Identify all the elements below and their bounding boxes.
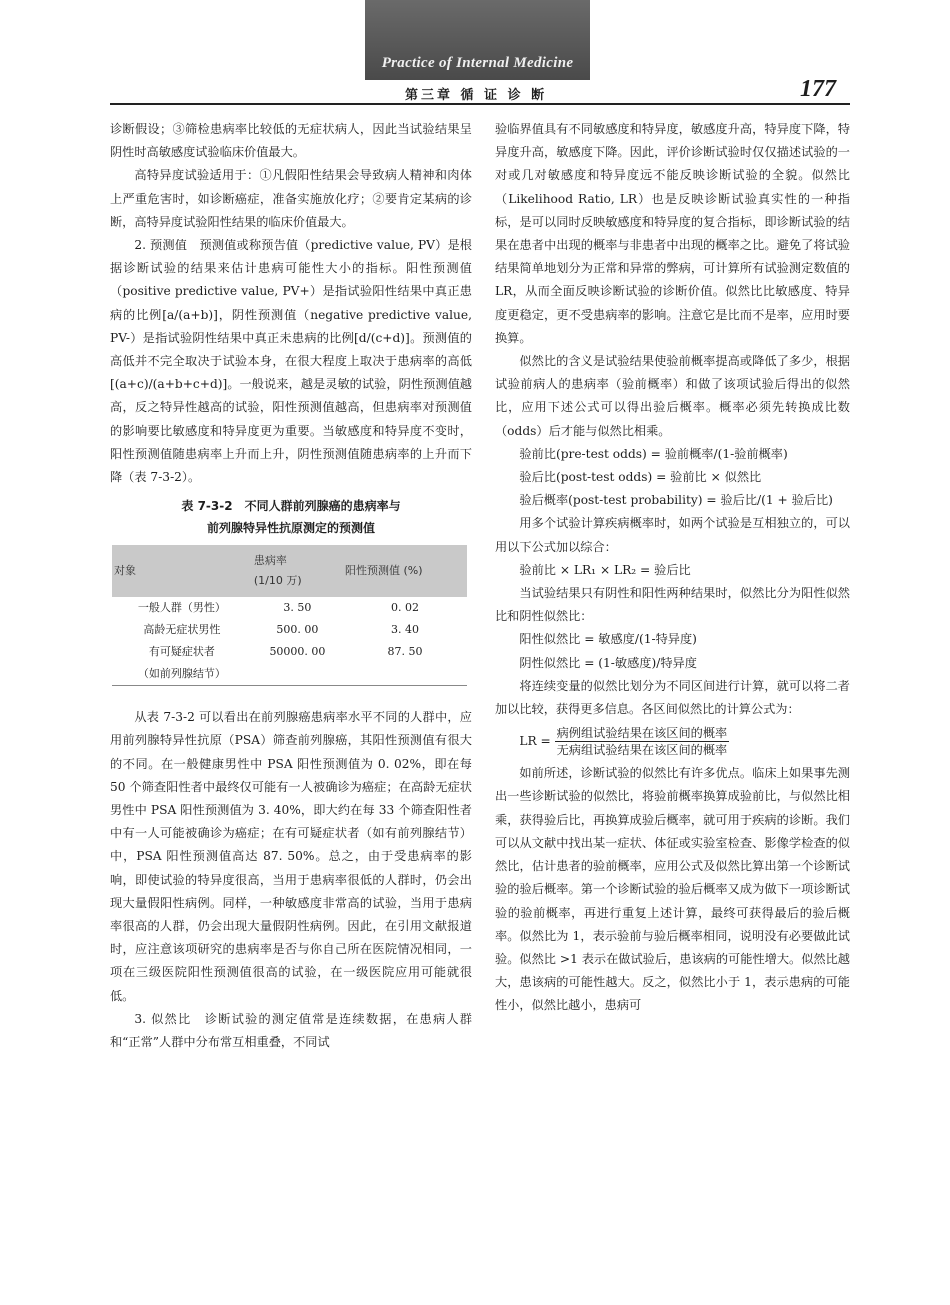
table-cell xyxy=(252,663,343,686)
table-row xyxy=(112,663,467,686)
table-caption-line: 表 7-3-2 不同人群前列腺癌的患病率与 xyxy=(181,499,401,514)
table-row xyxy=(112,597,467,619)
paragraph: 验临界值具有不同敏感度和特异度，敏感度升高，特异度下降，特异度升高，敏感度下降。因此，评价诊断试验时仅仅描述试验的一对或几对敏感度和特异度远不能反映诊断试验的全貌。似然比（Likelihood Ratio, LR）也是反映诊断试验真实性的一种指标，是可以同时反映敏感度和特异度的复合指标，即诊断试验的结果在患者中出现的概率与非患者中出现的概率之比。避免了将试验结果简单地划分为正常和异常的弊病，可计算所有试验测定数值的 LR，从而全面反映诊断试验的诊断价值。似然比比敏感度、特异度更稳定，更不受患病率的影响。注意它是比而不是率，应用时要换算。 xyxy=(495,122,850,345)
left-column xyxy=(110,118,472,1054)
chapter-title: 第三章 循 证 诊 断 xyxy=(405,88,548,103)
paragraph: 似然比的含义是试验结果使验前概率提高或降低了多少，根据试验前病人的患病率（验前概率）和做了该项试验后得出的似然比，应用下述公式可以得出验后概率。概率必须先转换成比数（odds）后才能与似然比相乘。 xyxy=(495,354,850,438)
page-number: 177 xyxy=(800,76,836,102)
formula-line: 阴性似然比 = (1-敏感度)/特异度 xyxy=(519,655,697,670)
paragraph: 如前所述，诊断试验的似然比有许多优点。临床上如果事先测出一些诊断试验的似然比，将验前概率换算成验前比，与似然比相乘，获得验后比，再换算成验后概率，就可用于疾病的诊断。我们可以从文献中找出某一症状、体征或实验室检查、影像学检查的似然比，估计患者的验前概率，应用公式及似然比算出第一个诊断试验的验后概率。第一个诊断试验的验后概率又成为做下一项诊断试验的验前概率，再进行重复上述计算，最终可获得最后的验后概率。似然比为 1，表示验前与验后概率相同，说明没有必要做此试验。似然比 >1 表示在做试验后，患该病的可能性增大。似然比越大，患该病的可能性越大。反之，似然比小于 1，表示患病的可能性小，似然比越小，患病可 xyxy=(495,766,850,1013)
table-row xyxy=(112,641,467,663)
table-cell: 500. 00 xyxy=(276,623,319,637)
lr-formula xyxy=(495,725,850,758)
paragraph: 当试验结果只有阴性和阳性两种结果时，似然比分为阳性似然比和阴性似然比： xyxy=(495,586,850,624)
header-rule xyxy=(110,103,850,105)
lr-numerator: 病例组试验结果在该区间的概率 xyxy=(556,726,728,741)
formula-line: 验后概率(post-test probability) = 验后比/(1 + 验后比) xyxy=(519,493,833,508)
table-cell: 0. 02 xyxy=(391,601,419,615)
paragraph: 2. 预测值 预测值或称预告值（predictive value, PV）是根据诊断试验的结果来估计患病可能性大小的指标。阳性预测值（positive predictive value, PV+）是指试验阳性结果中真正患病的比例[a/(a+b)]，阴性预测值（negative predictive value, PV-）是指试验阴性结果中真正未患病的比例[d/(c+d)]。预测值的高低并不完全取决于试验本身，在很大程度上取决于患病率的高低[(a+c)/(a+b+c+d)]。一般说来，越是灵敏的试验，阴性预测值越高，反之特异性越高的试验，阳性预测值越高，但患病率对预测值的影响要比敏感度和特异度更为重要。当敏感度和特异度不变时，阳性预测值随患病率上升而上升，阴性预测值随患病率的上升而下降（表 7-3-2）。 xyxy=(110,238,472,485)
paragraph: 将连续变量的似然比划分为不同区间进行计算，就可以将二者加以比较，获得更多信息。各区间似然比的计算公式为： xyxy=(495,678,850,717)
table-cell: 一般人群（男性） xyxy=(137,601,226,615)
paragraph: 诊断假设；③筛检患病率比较低的无症状病人，因此当试验结果呈阴性时高敏感度试验临床价值最大。 xyxy=(110,122,472,160)
formula-line: 阳性似然比 = 敏感度/(1-特异度) xyxy=(519,632,697,647)
table-cell: 3. 40 xyxy=(391,623,419,637)
formula-line: 验前比 × LR₁ × LR₂ = 验后比 xyxy=(519,562,691,577)
table-caption-line: 前列腺特异性抗原测定的预测值 xyxy=(206,521,375,536)
lr-denominator: 无病组试验结果在该区间的概率 xyxy=(556,743,728,758)
lr-fraction xyxy=(555,725,730,758)
table-cell: 87. 50 xyxy=(387,645,423,659)
paragraph: 用多个试验计算疾病概率时，如两个试验是互相独立的，可以用以下公式加以综合： xyxy=(495,516,850,554)
table-row xyxy=(112,619,467,641)
formula-line: 验后比(post-test odds) = 验前比 × 似然比 xyxy=(519,470,762,485)
table-cell xyxy=(343,663,467,686)
journal-header-band xyxy=(365,0,590,80)
table-cell: 50000. 00 xyxy=(269,645,326,659)
table-header-cell: 患病率 (1/10 万) xyxy=(252,545,343,597)
table-header-cell: 对象 xyxy=(112,545,252,597)
formula-line: 验前比(pre-test odds) = 验前概率/(1-验前概率) xyxy=(519,446,788,461)
journal-title: Practice of Internal Medicine xyxy=(381,55,574,71)
table-cell: 高龄无症状男性 xyxy=(143,623,221,637)
table-cell: 有可疑症状者 xyxy=(148,645,215,659)
paragraph: 从表 7-3-2 可以看出在前列腺癌患病率水平不同的人群中，应用前列腺特异性抗原（PSA）筛查前列腺癌，其阳性预测值有很大的不同。在一般健康男性中 PSA 阳性预测值为 0. 02%，即在每 50 个筛查阳性者中最终仅可能有一人被确诊为癌症；在高龄无症状男性中 PSA 阳性预测值为 3. 40%，即大约在每 33 个筛查阳性者中有一人可能被确诊为癌症；在有可疑症状者（如有前列腺结节）中，PSA 阳性预测值高达 87. 50%。总之，由于受患病率的影响，即使试验的特异度很高，当用于患病率很低的人群时，仍会出现大量假阳性病例。同样，一种敏感度非常高的试验，当用于患病率很高的人群，仍会出现大量假阴性病例。因此，在引用文献报道时，应注意该项研究的患病率是否与你自己所在医院情况相同，一项在三级医院阳性预测值很高的试验，在一级医院应用可能就很低。 xyxy=(110,710,472,1003)
right-column xyxy=(495,118,850,1018)
data-table xyxy=(112,545,467,686)
lr-label: LR = xyxy=(519,734,551,749)
table-header-cell: 阳性预测值 (%) xyxy=(343,545,467,597)
table-cell: （如前列腺结节） xyxy=(112,663,252,686)
table-cell: 3. 50 xyxy=(283,601,312,615)
paragraph: 3. 似然比 诊断试验的测定值常是连续数据，在患病人群和“正常”人群中分布常互相重叠，不同试 xyxy=(110,1011,472,1050)
table-caption xyxy=(110,495,472,539)
paragraph: 高特异度试验适用于：①凡假阳性结果会导致病人精神和肉体上严重危害时，如诊断癌症，准备实施放化疗；②要肯定某病的诊断，高特异度试验阳性结果的临床价值最大。 xyxy=(110,168,472,229)
